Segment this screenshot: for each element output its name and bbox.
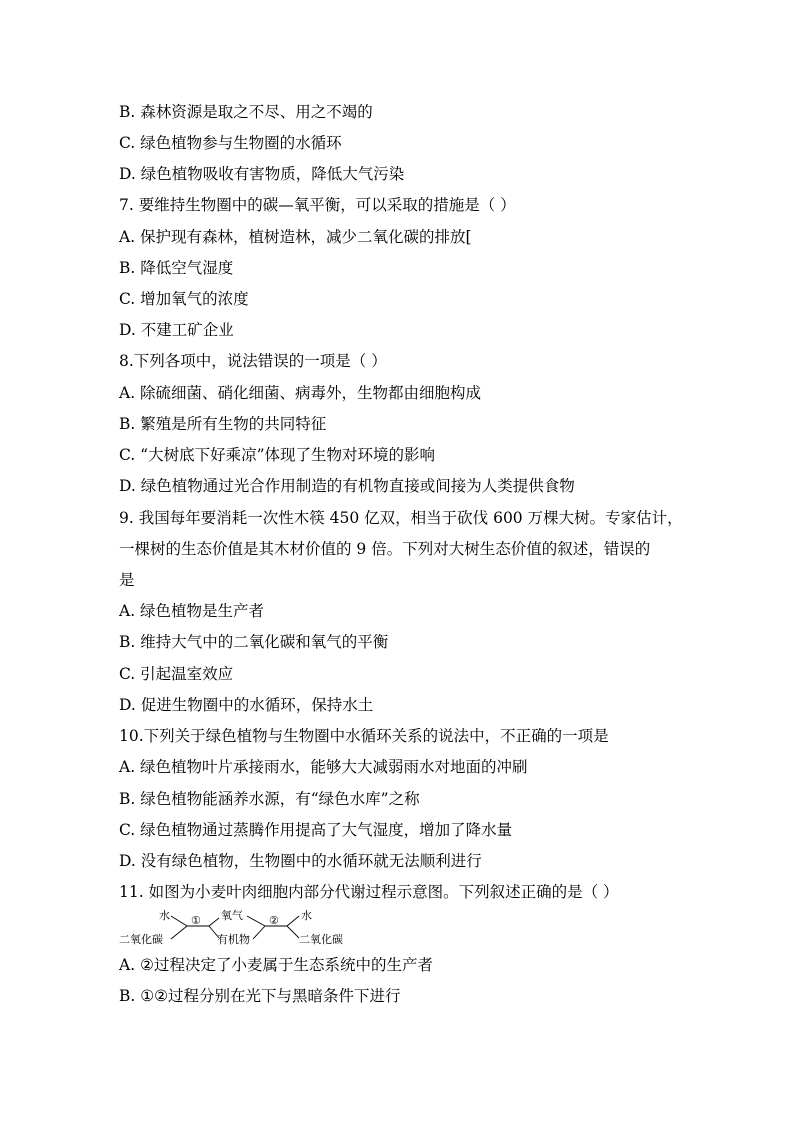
question-8: 8.下列各项中，说法错误的一项是（ ） bbox=[119, 352, 387, 370]
diagram-process-1: ① bbox=[191, 914, 201, 927]
diagram-line bbox=[247, 916, 265, 926]
option-c-q6: C. 绿色植物参与生物圈的水循环 bbox=[119, 134, 342, 152]
option-a-q8: A. 除硫细菌、硝化细菌、病毒外，生物都由细胞构成 bbox=[119, 384, 482, 402]
diagram-line bbox=[253, 926, 265, 939]
question-9-line-1: 9. 我国每年要消耗一次性木筷 450 亿双，相当于砍伐 600 万棵大树。专家估计， bbox=[119, 509, 683, 527]
option-a-q9: A. 绿色植物是生产者 bbox=[119, 602, 265, 620]
option-d-q10: D. 没有绿色植物，生物圈中的水循环就无法顺利进行 bbox=[119, 852, 482, 870]
diagram-oxygen: 氧气 bbox=[221, 909, 243, 922]
option-d-q6: D. 绿色植物吸收有害物质，降低大气污染 bbox=[119, 165, 405, 183]
question-10: 10.下列关于绿色植物与生物圈中水循环关系的说法中，不正确的一项是 bbox=[119, 727, 609, 745]
diagram-co2-left: 二氧化碳 bbox=[119, 933, 163, 946]
question-9-line-2: 一棵树的生态价值是其木材价值的 9 倍。下列对大树生态价值的叙述，错误的 bbox=[119, 540, 651, 558]
diagram-process-2: ② bbox=[269, 914, 279, 927]
option-d-q9: D. 促进生物圈中的水循环，保持水土 bbox=[119, 696, 374, 714]
option-b-q10: B. 绿色植物能涵养水源，有“绿色水库”之称 bbox=[119, 790, 420, 808]
diagram-line bbox=[209, 918, 219, 926]
diagram-co2-right: 二氧化碳 bbox=[299, 933, 343, 946]
diagram-line bbox=[287, 926, 299, 938]
metabolism-diagram bbox=[119, 906, 359, 950]
option-b-q9: B. 维持大气中的二氧化碳和氧气的平衡 bbox=[119, 633, 389, 651]
diagram-water-right: 水 bbox=[301, 909, 312, 922]
option-b-q8: B. 繁殖是所有生物的共同特征 bbox=[119, 415, 327, 433]
diagram-line bbox=[171, 926, 187, 939]
option-d-q7: D. 不建工矿企业 bbox=[119, 321, 234, 339]
option-d-q8: D. 绿色植物通过光合作用制造的有机物直接或间接为人类提供食物 bbox=[119, 477, 575, 495]
diagram-organic: 有机物 bbox=[217, 933, 250, 946]
option-b-q6: B. 森林资源是取之不尽、用之不竭的 bbox=[119, 103, 373, 121]
option-a-q10: A. 绿色植物叶片承接雨水，能够大大减弱雨水对地面的冲刷 bbox=[119, 758, 528, 776]
question-9-line-3: 是 bbox=[119, 571, 135, 589]
option-c-q9: C. 引起温室效应 bbox=[119, 665, 234, 683]
option-b-q11: B. ①②过程分别在光下与黑暗条件下进行 bbox=[119, 987, 401, 1005]
option-c-q8: C. “大树底下好乘凉”体现了生物对环境的影响 bbox=[119, 446, 436, 464]
option-c-q10: C. 绿色植物通过蒸腾作用提高了大气湿度，增加了降水量 bbox=[119, 821, 513, 839]
diagram-line bbox=[171, 916, 187, 926]
diagram-water-left: 水 bbox=[159, 909, 170, 922]
option-b-q7: B. 降低空气湿度 bbox=[119, 259, 234, 277]
option-c-q7: C. 增加氧气的浓度 bbox=[119, 290, 249, 308]
question-11: 11. 如图为小麦叶肉细胞内部分代谢过程示意图。下列叙述正确的是（ ） bbox=[119, 883, 619, 901]
option-a-q11: A. ②过程决定了小麦属于生态系统中的生产者 bbox=[119, 956, 433, 974]
question-7: 7. 要维持生物圈中的碳—氧平衡，可以采取的措施是（ ） bbox=[119, 196, 516, 214]
diagram-line bbox=[287, 916, 299, 926]
option-a-q7: A. 保护现有森林，植树造林，减少二氧化碳的排放[ bbox=[119, 228, 472, 246]
